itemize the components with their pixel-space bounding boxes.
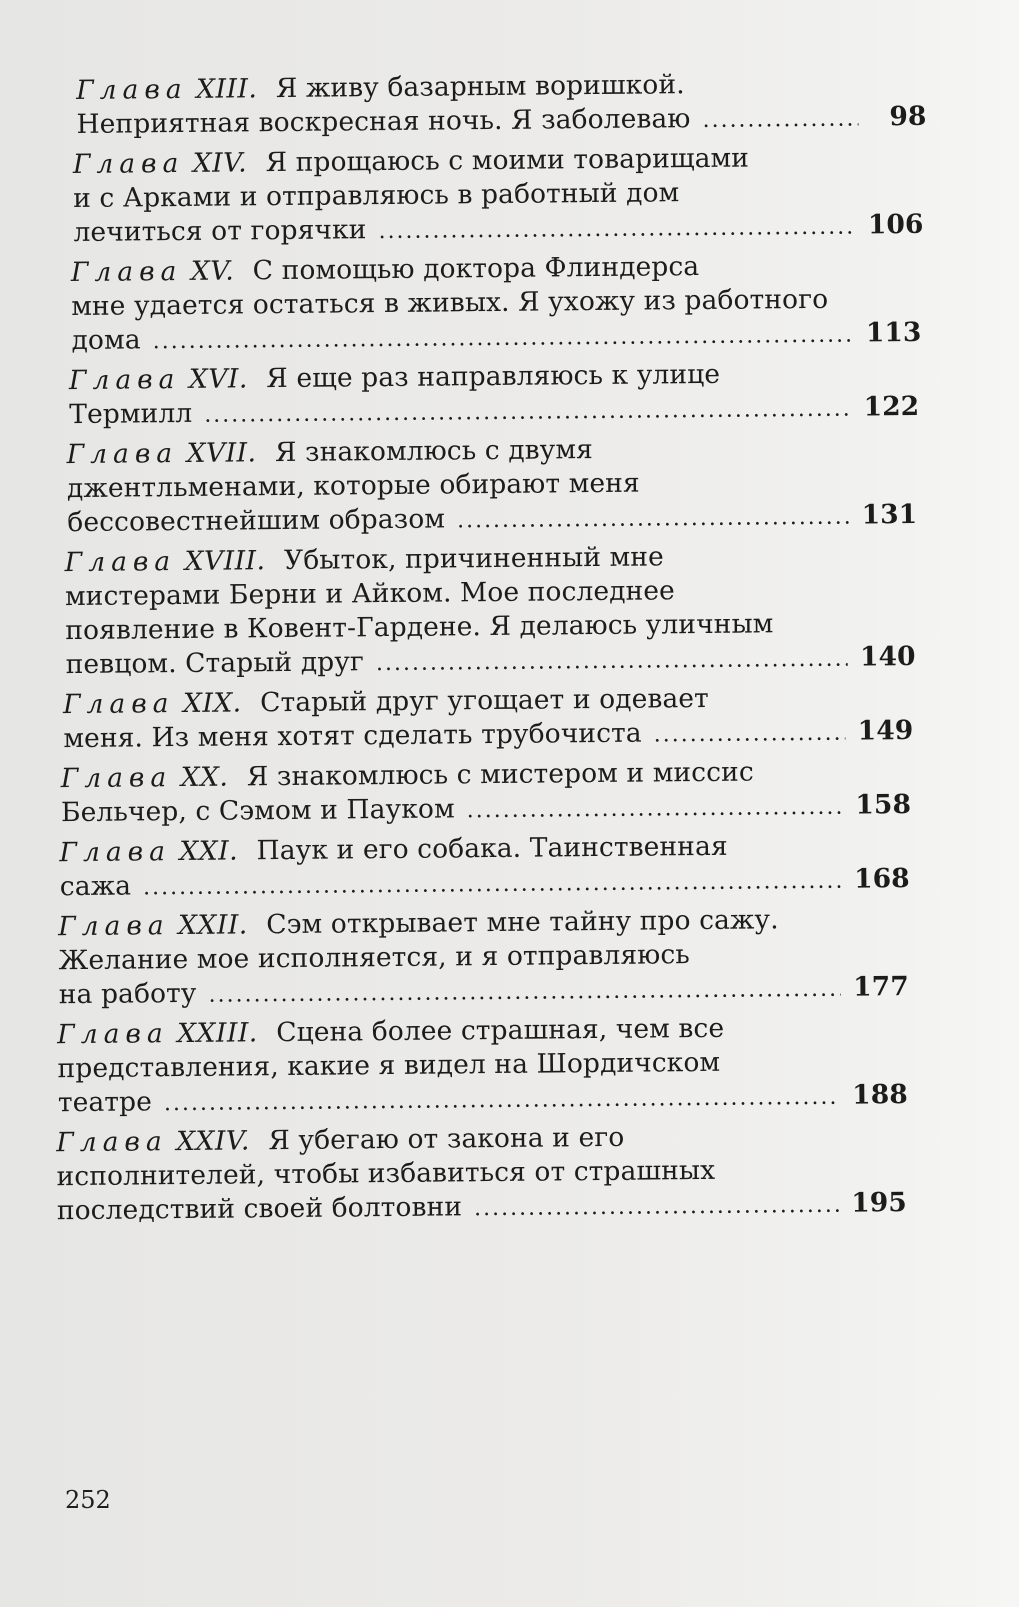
chapter-title-text: последствий своей болтовни <box>56 1191 463 1227</box>
page-ref: 113 <box>865 316 922 349</box>
toc-entry <box>63 679 983 758</box>
dot-leader <box>654 717 846 753</box>
dot-leader <box>204 393 851 433</box>
toc-entry <box>76 65 977 144</box>
page-ref: 188 <box>852 1079 908 1111</box>
toc-entry <box>57 1009 986 1122</box>
toc-entry-line: мне удается остаться в живых. Я ухожу из работного <box>71 283 829 323</box>
toc-entry-line: джентльменами, которые обирают меня <box>66 467 640 505</box>
page-ref: 140 <box>859 640 916 673</box>
toc-entry-last-line <box>57 1186 907 1230</box>
dot-leader <box>208 973 841 1013</box>
chapter-number: XXIII. <box>177 1017 258 1050</box>
dot-leader <box>378 211 855 250</box>
chapter-number: XV. <box>190 255 235 287</box>
chapter-title-text: Я убегаю от закона и его <box>268 1121 625 1157</box>
chapter-number: XXII. <box>178 909 248 942</box>
page-ref: 158 <box>855 789 912 821</box>
toc-entry-last-line <box>76 100 926 144</box>
dot-leader <box>153 319 854 360</box>
toc-entry-last-line <box>73 208 923 252</box>
chapter-word: Глава <box>64 546 177 579</box>
toc-entry-line: мистерами Берни и Айком. Мое последнее <box>64 575 676 613</box>
toc-entry-line: Желание мое исполняется, и я отправляюсь <box>58 939 690 977</box>
chapter-word: Глава <box>57 1018 169 1051</box>
chapter-word: Глава <box>58 910 170 943</box>
chapter-title-text: Убыток, причиненный мне <box>283 541 664 577</box>
chapter-title-text: Термилл <box>69 397 193 431</box>
page-ref: 106 <box>867 208 924 241</box>
chapter-word: Глава <box>62 688 175 721</box>
chapter-word: Глава <box>60 762 173 795</box>
chapter-title-text: Я знакомлюсь с мистером и миссис <box>246 756 754 793</box>
toc-entry-line: и с Арками и отправляюсь в работный дом <box>73 177 680 215</box>
dot-leader <box>702 102 858 137</box>
toc-entry-last-line <box>61 788 911 832</box>
toc-entry <box>61 753 984 832</box>
chapter-word: Глава <box>68 364 181 397</box>
toc-entry-last-line <box>59 970 909 1014</box>
chapter-word: Глава <box>59 836 172 869</box>
toc-entry-last-line <box>63 714 913 758</box>
chapter-number: XIX. <box>182 687 242 720</box>
page-ref: 177 <box>853 971 909 1003</box>
chapter-number: XXIV. <box>176 1125 251 1158</box>
chapter-word: Глава <box>70 255 183 289</box>
chapter-word: Глава <box>66 438 179 471</box>
chapter-title-text: певцом. Старый друг <box>65 646 365 681</box>
chapter-title-text: Сэм открывает мне тайну про сажу. <box>266 904 779 941</box>
page-ref: 98 <box>889 100 927 133</box>
chapter-number: XVII. <box>186 437 257 469</box>
dot-leader <box>467 791 844 829</box>
toc-entry-last-line <box>66 640 916 684</box>
page-number: 252 <box>65 1486 111 1514</box>
chapter-number: XXI. <box>179 835 239 868</box>
chapter-title-text: Старый друг угощает и одевает <box>260 682 710 719</box>
chapter-number: XIII. <box>195 73 258 105</box>
dot-leader <box>474 1189 839 1227</box>
toc-entry <box>66 429 980 542</box>
toc-entry-last-line <box>67 498 917 542</box>
toc-entry <box>73 139 978 252</box>
chapter-number: XVIII. <box>184 545 266 577</box>
toc-entry <box>56 1117 987 1230</box>
chapter-title-text: меня. Из меня хотят сделать трубочиста <box>63 717 642 755</box>
page-ref: 122 <box>863 390 920 423</box>
toc-entry <box>65 537 982 684</box>
toc-entry-line: представления, какие я видел на Шордичском <box>57 1046 721 1085</box>
toc-entry <box>58 901 985 1014</box>
toc-entry-line: появление в Ковент-Гардене. Я делаюсь уличным <box>65 608 774 647</box>
chapter-word: Глава <box>56 1126 168 1159</box>
chapter-title-text: лечиться от горячки <box>73 214 367 249</box>
chapter-title-text: на работу <box>58 977 197 1011</box>
chapter-number: XIV. <box>192 147 248 179</box>
chapter-title-text: С помощью доктора Флиндерса <box>252 251 700 287</box>
chapter-title-text: бессовестнейшим образом <box>67 503 446 539</box>
dot-leader <box>376 643 848 682</box>
chapter-title-text: театре <box>57 1086 153 1119</box>
chapter-title-text: Паук и его собака. Таинственная <box>256 830 728 867</box>
toc-entry <box>59 827 984 906</box>
dot-leader <box>457 501 850 539</box>
page-ref: 195 <box>851 1187 908 1219</box>
chapter-title-text: Сцена более страшная, чем все <box>276 1012 725 1049</box>
chapter-title-text: Я живу базарным воришкой. <box>275 69 685 105</box>
chapter-title-text: Я еще раз направляюсь к улице <box>266 358 721 395</box>
page-ref: 168 <box>853 863 910 895</box>
page-ref: 149 <box>857 714 914 747</box>
chapter-title-text: дома <box>71 324 141 357</box>
toc-entry <box>69 355 980 434</box>
chapter-title-text: Я прощаюсь с моими товарищами <box>265 142 750 179</box>
chapter-word: Глава <box>76 73 188 106</box>
table-of-contents <box>56 65 987 1234</box>
chapter-number: XX. <box>180 761 229 794</box>
dot-leader <box>164 1081 840 1121</box>
chapter-number: XVI. <box>188 363 248 395</box>
toc-entry <box>71 247 979 360</box>
chapter-title-text: Неприятная воскресная ночь. Я заболеваю <box>76 103 691 140</box>
chapter-word: Глава <box>72 147 185 181</box>
chapter-title-text: Я знакомлюсь с двумя <box>274 434 594 469</box>
toc-entry-line: исполнителей, чтобы избавиться от страшных <box>56 1154 716 1193</box>
page-ref: 131 <box>861 498 918 531</box>
dot-leader <box>143 865 842 906</box>
chapter-title-text: Бельчер, с Сэмом и Пауком <box>60 793 455 829</box>
chapter-title-text: сажа <box>59 870 132 903</box>
